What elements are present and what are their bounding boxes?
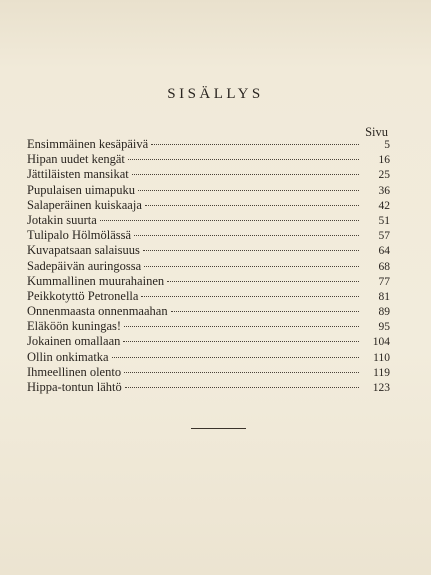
dot-leader (125, 387, 359, 388)
toc-entry-title: Salaperäinen kuiskaaja (27, 197, 142, 212)
toc-entry (27, 350, 390, 365)
toc-entry-title: Jättiläisten mansikat (27, 167, 129, 182)
toc-entry-page: 123 (372, 382, 390, 394)
dot-leader (134, 235, 359, 236)
toc-entry (27, 274, 390, 289)
toc-entry (27, 334, 390, 349)
toc-entry (27, 259, 390, 274)
page-column-label: Sivu (365, 125, 388, 139)
dot-leader (123, 341, 359, 342)
dot-leader (145, 205, 359, 206)
table-of-contents (27, 137, 390, 395)
toc-entry (27, 304, 390, 319)
toc-entry-page: 89 (378, 306, 390, 319)
toc-entry (27, 228, 390, 243)
toc-entry (27, 152, 390, 167)
toc-entry-page: 25 (378, 169, 390, 182)
toc-entry-title: Pupulaisen uimapuku (27, 182, 135, 197)
toc-entry (27, 198, 390, 213)
toc-entry-page: 104 (372, 336, 390, 349)
dot-leader (138, 190, 359, 191)
toc-entry-page: 110 (373, 351, 390, 364)
dot-leader (151, 144, 359, 145)
toc-entry-title: Ollin onkimatka (27, 349, 109, 364)
toc-entry-title: Hippa-tontun lähtö (27, 380, 122, 394)
toc-entry (27, 183, 390, 198)
dot-leader (100, 220, 359, 221)
toc-entry-page: 5 (384, 139, 390, 151)
toc-entry-title: Eläköön kuningas! (27, 319, 122, 334)
dot-leader (141, 296, 359, 297)
toc-entry (27, 167, 390, 182)
toc-entry (27, 289, 390, 304)
dot-leader (144, 266, 359, 267)
toc-entry-page: 95 (378, 321, 390, 334)
toc-entry-title: Kuvapatsaan salaisuus (27, 243, 140, 258)
toc-entry-page: 57 (378, 230, 390, 243)
toc-entry (27, 213, 390, 228)
toc-entry-title: Peikkotyttö Petronella (27, 288, 139, 303)
toc-entry-title: Jotakin suurta (27, 212, 97, 227)
dot-leader (128, 159, 359, 160)
toc-entry (27, 365, 390, 380)
toc-entry-page: 36 (378, 184, 390, 197)
toc-entry-title: Jokainen omallaan (27, 334, 121, 349)
dot-leader (171, 311, 359, 312)
toc-entry (27, 137, 390, 152)
toc-entry-page: 81 (378, 290, 390, 303)
dot-leader (167, 281, 359, 282)
dot-leader (143, 250, 359, 251)
toc-entry-page: 77 (378, 275, 390, 288)
toc-entry-page: 42 (378, 199, 390, 212)
toc-entry-title: Hipan uudet kengät (27, 152, 125, 167)
toc-entry (27, 380, 390, 395)
dot-leader (124, 326, 359, 327)
page-title: SISÄLLYS (167, 86, 264, 102)
closing-rule (191, 428, 246, 429)
toc-entry-title: Ihmeellinen olento (27, 364, 122, 379)
toc-entry (27, 243, 390, 258)
toc-entry-page: 119 (373, 366, 390, 379)
toc-entry-page: 51 (378, 214, 390, 227)
toc-entry-title: Kummallinen muurahainen (27, 273, 165, 288)
toc-entry-page: 64 (378, 245, 390, 258)
toc-entry-title: Onnenmaasta onnenmaahan (27, 304, 168, 319)
toc-entry (27, 319, 390, 334)
toc-entry-page: 68 (378, 260, 390, 273)
toc-entry-page: 16 (378, 154, 390, 167)
toc-entry-title: Sadepäivän auringossa (27, 258, 142, 273)
toc-entry-title: Tulipalo Hölmölässä (27, 228, 132, 243)
dot-leader (112, 357, 359, 358)
dot-leader (124, 372, 359, 373)
dot-leader (132, 174, 359, 175)
toc-entry-title: Ensimmäinen kesäpäivä (27, 137, 149, 151)
